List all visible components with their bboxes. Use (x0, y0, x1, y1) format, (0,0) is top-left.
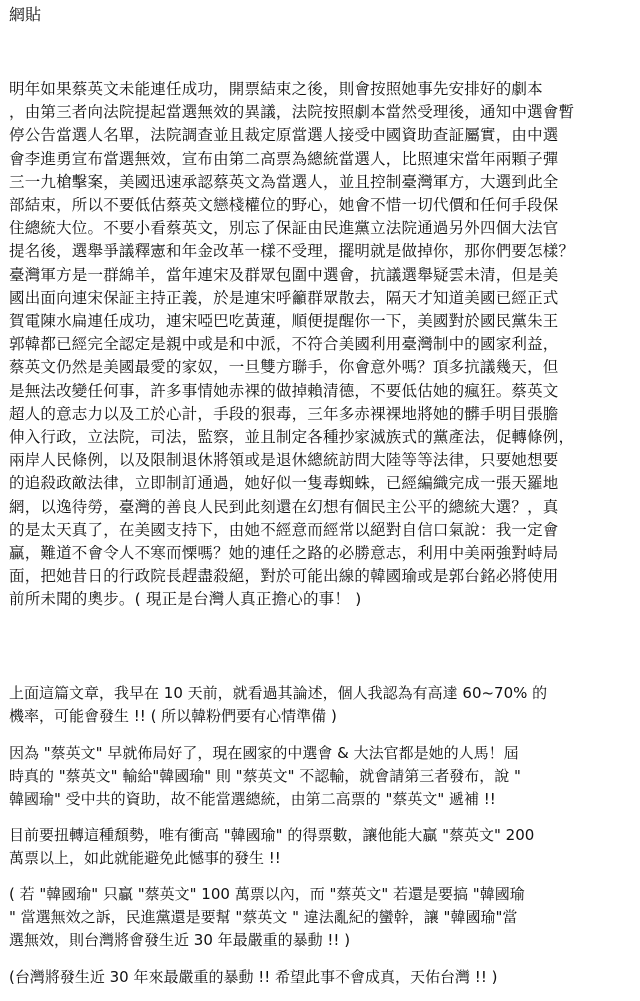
article-line: 國出面向連宋保証主持正義，於是連宋呼籲群眾散去，隔天才知道美國已經正式 (9, 288, 559, 307)
repost-label: 網貼 (9, 5, 42, 24)
article-line: 停公告當選人名單，法院調查並且裁定原當選人接受中國資助查証屬實，由中選 (9, 126, 559, 145)
commentary-line: ( 若 "韓國瑜" 只贏 "蔡英文" 100 萬票以內，而 "蔡英文" 若還是要搞 "韓國瑜 (9, 885, 525, 903)
commentary-line: " 當選無效之訴，民進黨還是要幫 "蔡英文 " 違法亂紀的蠻幹，讓 "韓國瑜"當 (9, 908, 518, 926)
article-line: 的追殺政敵法律，立即制訂通過，她好似一隻毒蜘蛛，已經編織完成一張天羅地 (9, 474, 559, 493)
commentary-line: 韓國瑜" 受中共的資助，故不能當選總統，由第二高票的 "蔡英文" 遞補 !! (9, 790, 496, 808)
article-line: 賀電陳水扁連任成功，連宋啞巴吃黃蓮，順便提醒你一下，美國對於國民黨朱王 (9, 312, 559, 331)
article-line: 前所未聞的奧步。( 現正是台灣人真正擔心的事！ ) (9, 590, 362, 609)
article-line: 提名後，選舉爭議釋憲和年金改革一樣不受理，擺明就是做掉你，那你們要怎樣？ (9, 242, 575, 261)
commentary-line: 機率，可能會發生 !! ( 所以韓粉們要有心情準備 ) (9, 707, 337, 725)
article-line: 部結束，所以不要低估蔡英文戀棧權位的野心，她會不惜一切代價和任何手段保 (9, 196, 559, 215)
commentary-line: 因為 "蔡英文" 早就佈局好了，現在國家的中選會 & 大法官都是她的人馬！屆 (9, 744, 519, 762)
article-body (9, 78, 635, 612)
article-line: 臺灣軍方是一群綿羊，當年連宋及群眾包圍中選會，抗議選舉疑雲未清，但是美 (9, 265, 559, 284)
article-line: 面，把她昔日的行政院長趕盡殺絕，對於可能出線的韓國瑜或是郭台銘必將使用 (9, 567, 559, 586)
article-line: 贏，難道不會令人不寒而慄嗎？她的連任之路的必勝意志，利用中美兩強對峙局 (9, 544, 559, 563)
commentary-line: 上面這篇文章，我早在 10 天前，就看過其論述，個人我認為有高達 60~70% 的 (9, 684, 548, 702)
commentary-paragraph (9, 966, 635, 989)
article-line: 住總統大位。不要小看蔡英文，別忘了保証由民進黨立法院通過另外四個大法官 (9, 219, 559, 238)
commentary-paragraph (9, 883, 635, 952)
article-line: ，由第三者向法院提起當選無效的異議，法院按照劇本當然受理後，通知中選會暫 (9, 103, 575, 122)
article-line: 是無法改變任何事，許多事情她赤裸的做掉賴清德，不要低估她的瘋狂。蔡英文 (9, 381, 559, 400)
commentary-line: (台灣將發生近 30 年來最嚴重的暴動 !! 希望此事不會成真，天佑台灣 !! ) (9, 968, 498, 986)
commentary-section (9, 682, 635, 1001)
article-line: 蔡英文仍然是美國最愛的家奴，一旦雙方聯手，你會意外嗎？頂多抗議幾天，但 (9, 358, 559, 377)
commentary-paragraph (9, 824, 635, 870)
commentary-paragraph (9, 682, 635, 728)
commentary-paragraph (9, 742, 635, 811)
article-line: 伸入行政，立法院，司法，監察，並且制定各種抄家滅族式的黨產法，促轉條例， (9, 428, 575, 447)
article-line: 會李進勇宣布當選無效，宣布由第二高票為總統當選人，比照連宋當年兩顆子彈 (9, 149, 559, 168)
commentary-line: 萬票以上，如此就能避免此憾事的發生 !! (9, 849, 281, 867)
article-line: 網，以逸待勞，臺灣的善良人民到此刻還在幻想有個民主公平的總統大選？，真 (9, 497, 559, 516)
commentary-line: 選無效，則台灣將會發生近 30 年最嚴重的暴動 !! ) (9, 931, 351, 949)
article-line: 超人的意志力以及工於心計，手段的狠毒，三年多赤裸裸地將她的髒手明目張膽 (9, 404, 559, 423)
commentary-line: 時真的 "蔡英文" 輸給"韓國瑜" 則 "蔡英文" 不認輸，就會請第三者發布，說 " (9, 767, 521, 785)
article-line: 三一九槍擊案，美國迅速承認蔡英文為當選人，並且控制臺灣軍方，大選到此全 (9, 172, 559, 191)
commentary-line: 目前要扭轉這種頹勢，唯有衝高 "韓國瑜" 的得票數，讓他能大贏 "蔡英文" 200 (9, 826, 535, 844)
article-line: 兩岸人民條例，以及限制退休將領或是退休總統訪問大陸等等法律，只要她想要 (9, 451, 559, 470)
article-line: 郭韓都已經完全認定是親中或是和中派，不符合美國利用臺灣制中的國家利益， (9, 335, 559, 354)
article-line: 的是太天真了，在美國支持下，由她不經意而經常以絕對自信口氣說：我一定會 (9, 520, 559, 539)
article-line: 明年如果蔡英文未能連任成功，開票結束之後，則會按照她事先安排好的劇本 (9, 80, 543, 98)
